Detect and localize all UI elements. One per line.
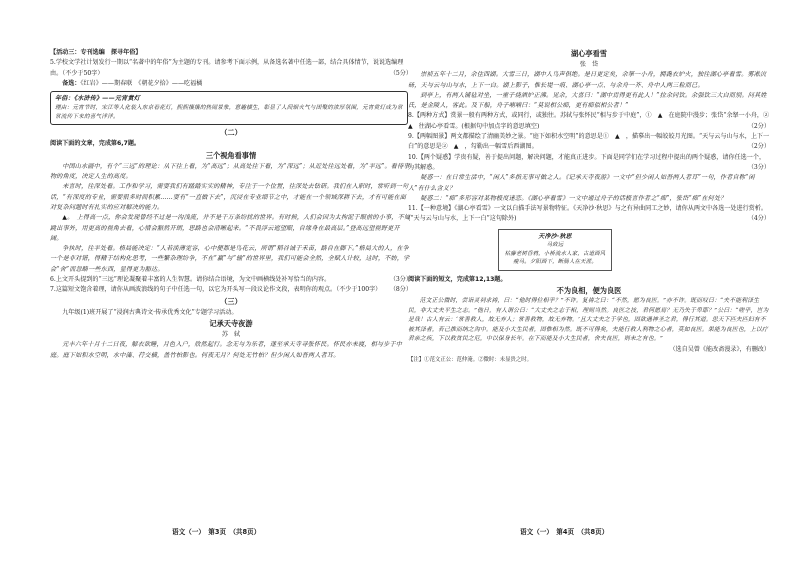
- article-text-4: 范文正公微时，尝诣灵祠求祷，曰：“他时得位相乎？”不许。复祷之曰：“不然，愿为良医。”亦不许。既而叹曰：“夫不能利泽生民，非大丈夫平生之志。”他日，有人谓公曰：“大丈夫之志于相，理则当然。良医之技，君何愿焉？无乃失于卑耶？”公曰：“嗟乎，岂为是哉！古人有云：‘常善救人，故无弃人；常善救物，故无弃物。’且大丈夫之于学也，固欲遇神圣之君，得行其道。思天下匹夫匹妇有不被其泽者，若己推而纳之沟中。能及小大生民者，固惟相为然。既不可得矣，夫能行救人利物之心者，莫如良医。果能为良医也，上以疗君亲之疾，下以救贫民之厄，中以保身长年。在下而能及小大生民者，舍夫良医，则未之有也。”: [408, 298, 769, 343]
- question-9: 9.【两幅图景】两文都描绘了清幽美妙之景。“庭下如积水空明”的意思是① ▲ ，描摹出一幅皎皎月光图。“天与云与山与水，上下一白”的意思是② ▲ ，勾勒出一幅雪后西湖图。 （2分）: [408, 133, 770, 151]
- article-title-1: 三个视角看事情: [205, 150, 257, 160]
- question-6: 6.上文开头提到的“三远”理论凝聚着丰富的人生智慧。请你结合语境，为文中画横线处补写恰当的内容。 （3分）: [50, 276, 412, 284]
- poem-line: 瘦马。夕阳西下，断肠人在天涯。: [513, 259, 597, 266]
- article-paragraph: 中国山水画中，有个“三远”的理论：从下往上看，为“高远”；从高处往下看，为“深远”；从近处往远处看，为“平远”。看待事物的角度，决定人生的高度。: [50, 162, 410, 181]
- question-10: 10.【两个疑惑】学贵有疑，善于提出问题，解决问题，才能真正进步。下面是同学们在学习过程中提出的两个疑惑，请你任选一个，为其解惑。 （3分）: [408, 153, 770, 171]
- article-source: （选自吴曾《能改斋漫录》，有删改）: [669, 346, 770, 354]
- poem-box: [498, 229, 612, 271]
- article-text-3: 元丰六年十月十二日夜，解衣欲睡，月色入户，欣然起行。念无与为乐者，遂至承天寺寻张怀民。怀民亦未寝，相与步于中庭。庭下如积水空明，水中藻、荇交横，盖竹柏影也。何夜无月？何处无竹柏？但少闲人如吾两人者耳。: [50, 341, 403, 359]
- page-footer-right: 语文（一） 第4页 （共8页）: [520, 528, 609, 536]
- right-article-title: 湖心亭看雪: [571, 49, 607, 58]
- article-paragraph: 争执时，往平处看。格局能决定：“人若淡薄宽容，心中便都是鸟花云，所谓“稻谷诚于禾苗，路自在脚下。”格局大的人，在争一个是非对错，得精于结构化思考，一些繁杂理纷争，不在“赢”与“输”的世界里，我们可能会全然，全赋人计较，这时，不妨，学会“舍”而忽略一些东西，显得更为豁达。: [50, 245, 410, 273]
- question-8: 8.【两种方式】赏景一般有两种方式，或同行，或独往。苏轼与张怀民“相与步于中庭”，① ▲ 在庭院中漫步；张岱“余拏一小舟，② ▲ 往湖心亭看雪。(根据句中加点字的意思填空) （2分）: [408, 112, 776, 130]
- poem-line: 枯藤老树昏鸦，小桥流水人家，古道西风: [504, 250, 606, 257]
- right-page: [408, 48, 776, 518]
- page-footer-left: 语文（一） 第3页 （共8页）: [172, 528, 261, 536]
- poem-title: 天净沙·秋思: [538, 232, 572, 240]
- section-2-heading: （二）: [220, 128, 242, 138]
- reading-intro-2: 阅读下面的短文，完成第12,13题。: [408, 275, 507, 283]
- section-3-intro: 九年级(1)班开展了“浸润古典诗文·传承优秀文化”专题学习活动。: [62, 308, 238, 316]
- doubt-1: 疑惑一：在日常生活中，“闲人”多指无事可做之人。《记承天寺夜游》一文中“但少闲人如吾两人者耳”一句，作者自称“闲人”有什么含义？: [408, 174, 755, 192]
- article-title-4: 不为良相，便为良医: [556, 286, 622, 296]
- article-paragraph: 未言时，往深处看。工作和学习，需要我们有踏踏实实的精神，专注于一个位置，往深处去钻研。我们在入职时，常听到一句话，“有深度的专业，需要很多时间积累……要有“一直做下去”，沉浸在专业细节之中，才能在一个领域深耕下去，才有可能在面对复杂问题时有扎实的应对解决的能力。: [50, 183, 409, 211]
- question-11: 11.【一种意境】《湖心亭看雪》一文以白描手法写景物特征。《天净沙·秋思》与之有异曲同工之妙，请你从两文中各选一处进行赏析。(“天与云与山与水，上下一白”这句除外) （4分）: [408, 205, 770, 223]
- example-line1: 年俗：《水浒传》——元宵赏灯: [55, 95, 141, 103]
- article-author-3: 苏 轼: [221, 330, 241, 338]
- activity-header: 【活动三：专刊选编 探寻年俗】: [50, 49, 142, 56]
- article-paragraph: ▲。 上得高一点，你会发现曾经不过是一沟浅流，并不是千万条纷扰的世界。有时候，人们会因为太拘泥于眼前的小事，不如跳出事外，用更高的视角去看，心情会豁然开朗，思路也会清晰起来。“不畏浮云遮望眼，自缘身在最高层。”登高远望视野更开阔。: [50, 214, 411, 242]
- question-7: 7.这篇短文饱含着理，请你从画波浪线的句子中任选一句，以它为开头写一段议论作文段，表明你的观点。（不少于100字） （8分）: [50, 286, 412, 294]
- right-article-text: 崇祯五年十二月，余住西湖。大雪三日，湖中人鸟声俱绝。是日更定矣，余拏一小舟，拥毳衣炉火，独往湖心亭看雪。雾凇沆砀，天与云与山与水，上下一白。湖上影子，惟长堤一痕、湖心亭一点、与余舟一芥、舟中人两三粒而已。: [408, 71, 767, 89]
- section-3-heading: （三）: [220, 296, 242, 306]
- poem-author: 马致远: [546, 242, 564, 249]
- article-title-3: 记承天寺夜游: [209, 318, 253, 328]
- reading-intro-1: 阅读下面的文章，完成第6,7题。: [50, 140, 141, 148]
- right-article-text: 到亭上，有两人铺毡对坐，一童子烧酒炉正沸。见余，大喜曰：“湖中焉得更有此人！”拉余同饮。余强饮三大白而别。问其姓氏，是金陵人，客此。及下船，舟子喃喃曰：“莫说相公痴，更有痴似相公者！”: [408, 91, 767, 110]
- example-box: [50, 91, 408, 125]
- doubt-2: 疑惑二：“痴”多形容对某物极度迷恋。《湖心亭看雪》一文中通过舟子的话极言作者之“痴”，张岱“痴”在何处？: [420, 194, 727, 202]
- q5-options: 备选：《红岩》——期春联 《朝花夕拾》——吃福橘: [62, 79, 203, 87]
- example-line2: 理由：元宵节时，宋江等人化装入东京看花灯，熙熙攘攘的热闹景象，意趣横生，彰显了人间烟火气与团聚的浓厚氛围，元宵赏灯成为常常流传下来的喜气洋洋。: [55, 105, 403, 121]
- left-page: [50, 48, 412, 518]
- right-article-author: 张 岱: [579, 61, 599, 68]
- article-note: 【注】①范文正公：范仲淹。②微时：未显贵之时。: [408, 357, 532, 364]
- question-5: 5.学校文学社计划发行一期以“名著中的年俗”为主题的专刊。请参考下面示例，从备选名著中任选一部，结合具体情节，说说选编理由。（不少于50字） （5分）: [50, 59, 412, 77]
